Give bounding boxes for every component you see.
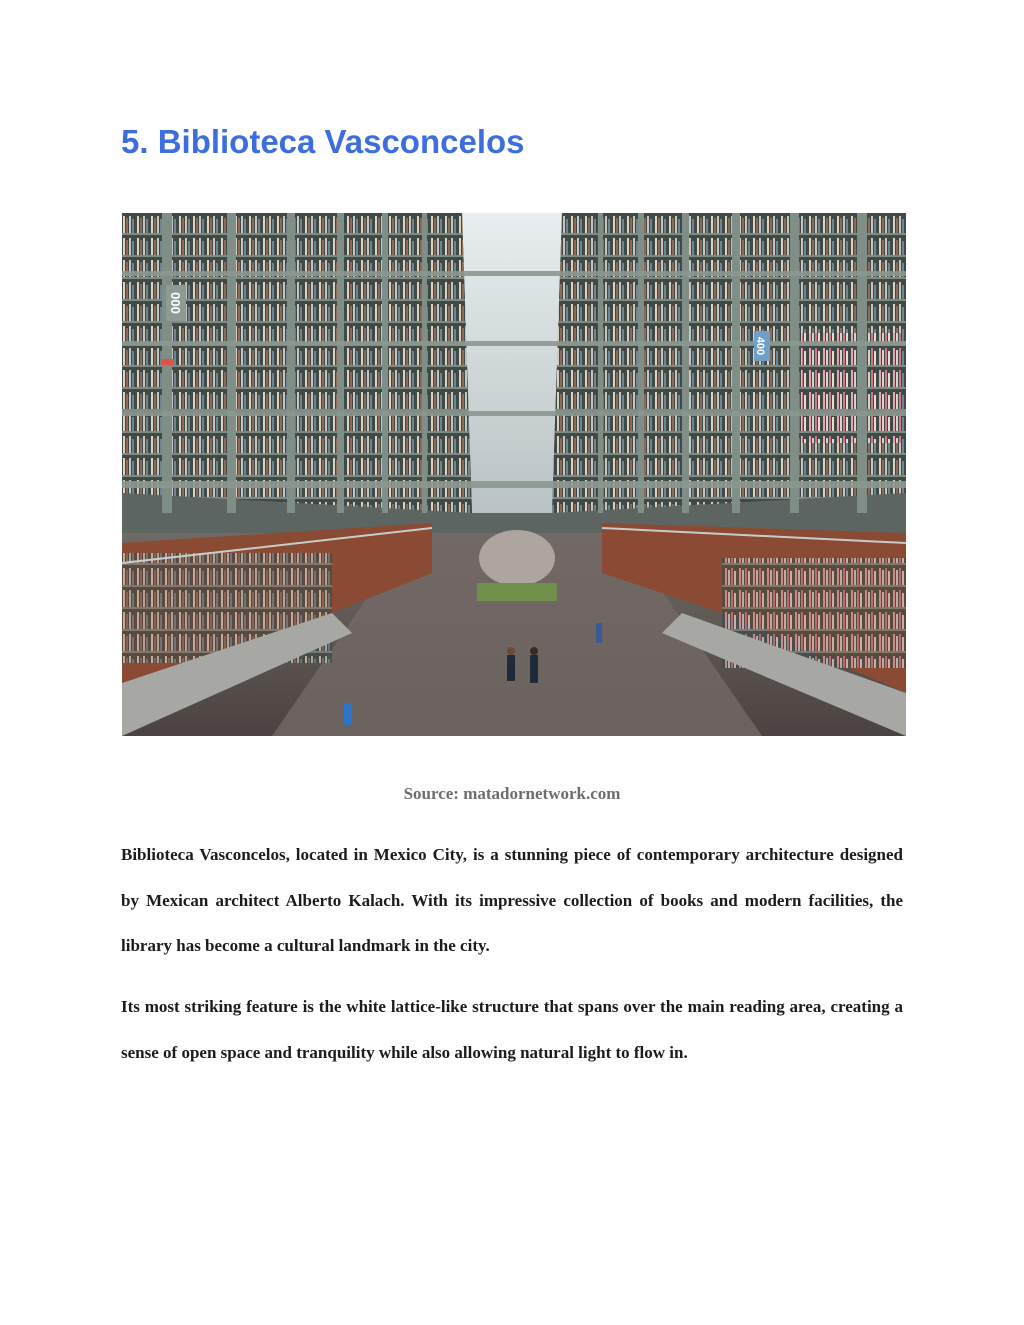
- page-title: 5. Biblioteca Vasconcelos: [121, 123, 525, 160]
- paragraph-intro: Biblioteca Vasconcelos, located in Mexico City, is a stunning piece of contemporary architecture designed by Mexican architect Alberto Kalach. With its impressive collection of books and modern facilities, the library has become a cultural landmark in the city.: [121, 845, 903, 955]
- svg-text:000: 000: [168, 292, 183, 314]
- library-interior-photo: [122, 213, 906, 736]
- image-caption: Source: matadornetwork.com: [403, 784, 621, 803]
- paragraph-feature: Its most striking feature is the white lattice-like structure that spans over the main reading area, creating a sense of open space and tranquility while also allowing natural light to flow in.: [121, 997, 903, 1062]
- svg-text:400: 400: [754, 336, 766, 356]
